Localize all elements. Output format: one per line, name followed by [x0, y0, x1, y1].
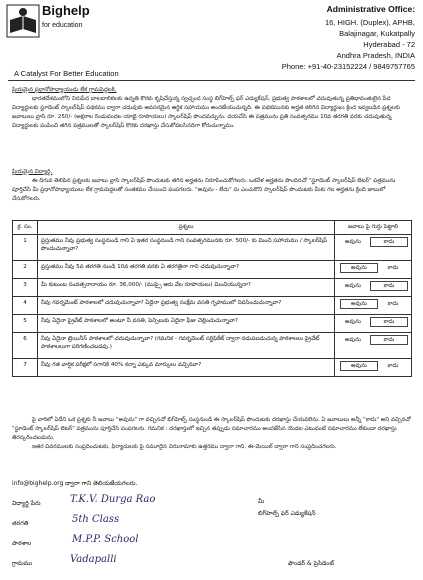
no-option[interactable]: కాదు: [370, 281, 408, 291]
answer-cell: [335, 359, 412, 377]
table-row: [13, 261, 412, 279]
answer-cell: [335, 235, 412, 261]
school-value[interactable]: M.P.P. School: [72, 534, 139, 545]
office-title: Administrative Office:: [326, 4, 415, 14]
col-header-answer: జవాబు పై గుర్తు పెట్టాలి: [335, 221, 412, 235]
tagline: A Catalyst For Better Education: [14, 69, 119, 78]
yes-option[interactable]: అవును: [345, 319, 361, 325]
row-number: 4: [13, 297, 38, 315]
brand-name: Bighelp: [42, 3, 90, 18]
table-row: [13, 315, 412, 333]
salutation-headmaster: ప్రియమైన ప్రధానోపాధ్యాయుడు లేక గ్రామపెద్దలకి,: [12, 87, 117, 93]
row-number: 2: [13, 261, 38, 279]
yes-option[interactable]: అవును: [345, 239, 361, 245]
letter-section-2: [12, 168, 412, 204]
instructions-paragraph: ఈ దిగువ తెలిపిన ప్రశ్నలకు జవాబు వ్రాసి స్కాలర్‌షిప్ పొందుటకు తగిన అర్హతను నిరూపించుకోగలరు. ఒకవేళ అర్హతను పొందినచో "స్టూడెంట్ స్కాలర్‌షిప్ లెటర్" పత్రమును పూర్తిచేసి మీ ప్రధానోపాధ్యాయులు లేక గ్రామపెద్దలతో సంతకము చేయించి పంపగలరు. "అవును - లేదు" ను ఎంచుకొని స్కాలర్‌షిప్ పొందుటకు మీకు గల అర్హతను క్రింది జాబులో చేసుకోగలరు.: [12, 178, 396, 202]
class-label: తరగతి: [12, 520, 29, 527]
school-label: పాఠశాల: [12, 540, 32, 547]
organization-signature: బిగ్‌హెల్ప్ ఫర్ ఎడ్యుకేషన్: [258, 510, 316, 517]
yes-option[interactable]: అవును: [345, 337, 361, 343]
question-text: ప్రస్తుతము నీవు ప్రభుత్వ సంస్థనుండి గాని ఏ ఇతర సంస్థనుండి గాని సంవత్సరమునకు రూ. 500/- కు మించి సహాయము / స్కాలర్‌షిప్ పొందుచున్నావా?: [38, 235, 335, 261]
apply-instructions: పై వారిలో ఏదేని ఒక ప్రశ్నకు నీ జవాబు "అవును" గా వచ్చినచో బిగ్‌హెల్ప్ సంస్థనుండి ఈ స్కాలర్‌షిప్ పొందుటకు దరఖాస్తు చేయవలెను. ఏ జవాబులు అన్నీ "కాదు" అని వచ్చినచో "స్టూడెంట్ స్కాలర్‌షిప్ లెటర్" పత్రమును పూర్తిచేసి పంపగలరు. గమనిక : దరఖాస్తులో ఇచ్చిన తప్పుడు సమాచారము అందజేసిన యెడల ఎటువంటి సమాచారము లేకుండా దరఖాస్తు తిరస్కరించబడును.: [12, 417, 411, 441]
office-line: Hyderabad - 72: [363, 40, 415, 49]
no-option[interactable]: కాదు: [370, 317, 408, 327]
office-phone: Phone: +91-40-23152224 / 9849757765: [281, 62, 415, 71]
answer-cell: [335, 297, 412, 315]
row-number: 7: [13, 359, 38, 377]
class-value[interactable]: 5th Class: [72, 514, 120, 525]
brand-subtitle: for education: [42, 22, 83, 29]
office-line: 16, HIGH. (Duplex), APHB,: [324, 18, 415, 27]
table-row: [13, 279, 412, 297]
question-text: నీవు గవర్నమెంట్ పాఠశాలలో చదువుచున్నావా? ఏదైనా ప్రభుత్వ సంక్షేమ వసతి గృహములో నివసించుచున్నావా?: [38, 297, 335, 315]
question-text: నీవు ఏదైనా ట్రెయినీస్ పాఠశాలలో చదువుచున్నావా? (గమనిక - గవర్నమెంట్ సర్టిఫికేట్ ద్వారా నడుపబడుచున్న పాఠశాలలు ప్రైవేట్ పాఠశాలలుగా పరిగణించబడవు.): [38, 333, 335, 359]
village-label: గ్రామము: [12, 560, 33, 567]
table-row: [13, 333, 412, 359]
student-name-value[interactable]: T.K.V. Durga Rao: [70, 494, 156, 505]
header-divider: [8, 80, 415, 81]
bighelp-logo-icon: [6, 4, 40, 38]
no-option[interactable]: కాదు: [387, 265, 399, 271]
no-option[interactable]: కాదు: [370, 335, 408, 345]
question-text: మీ కుటుంబ సంవత్సరాదాయం రూ. 36,000/- (ముప్పై ఆరు వేల రూపాయలు) మించియున్నదా?: [38, 279, 335, 297]
table-row: [13, 359, 412, 377]
office-line: Balajinagar, Kukatpally: [339, 29, 415, 38]
yes-option[interactable]: అవును: [340, 299, 378, 309]
question-text: ప్రస్తుతము నీవు 5వ తరగతి నుండి 10వ తరగతి వరకు ఏ తరగతైనా గాని చదువుచున్నావా?: [38, 261, 335, 279]
col-header-questions: ప్రశ్నలు: [38, 221, 335, 235]
eligibility-questions-table: [12, 220, 412, 377]
question-text: నీవు గత వార్షిక పరీక్షలో సగానికి 40% కన్నా ఎక్కువ మార్కులు వచ్చినవా?: [38, 359, 335, 377]
contact-paragraph: ఇతర వివరములకు సంప్రదించుటకు, ఫిర్యాదులకు పై నమూదైన చిరునామాకు ఉత్తరము ద్వారా గాని, ఈ-మెయిల్ ద్వారా గాని సంప్రదించగలరు.: [32, 444, 337, 450]
row-number: 6: [13, 333, 38, 359]
yes-option[interactable]: అవును: [340, 263, 378, 273]
answer-cell: [335, 333, 412, 359]
no-option[interactable]: కాదు: [387, 363, 399, 369]
row-number: 1: [13, 235, 38, 261]
letter-section-1: [12, 86, 412, 131]
office-line: Andhra Pradesh, INDIA: [336, 51, 415, 60]
table-row: [13, 235, 412, 261]
answer-cell: [335, 261, 412, 279]
table-row: [13, 297, 412, 315]
question-text: నీవు ఏదైనా ప్రైవేట్ పాఠశాలలో అంటూ నీ వసతి, పెన్సిలుకు ఏదైనా ఫీజు చెల్లించుచున్నావా?: [38, 315, 335, 333]
no-option[interactable]: కాదు: [387, 301, 399, 307]
signature-salutation: మీ: [258, 498, 265, 505]
row-number: 3: [13, 279, 38, 297]
office-address: [245, 4, 415, 72]
row-number: 5: [13, 315, 38, 333]
answer-cell: [335, 315, 412, 333]
yes-option[interactable]: అవును: [345, 283, 361, 289]
village-value[interactable]: Vadapalli: [70, 554, 117, 565]
student-name-label: విద్యార్థి పేరు: [12, 500, 41, 507]
founder-title: ఫౌండర్ & ప్రెసిడెంట్: [288, 560, 335, 567]
col-header-number: క్ర. సం.: [13, 221, 38, 235]
table-header-row: [13, 221, 412, 235]
salutation-student: ప్రియమైన విద్యార్థి,: [12, 169, 53, 175]
no-option[interactable]: కాదు: [370, 237, 408, 247]
yes-option[interactable]: అవును: [340, 361, 378, 371]
intro-paragraph: భారతదేశములోని నిరుపేద బాలబాలికలకు ఉన్నతి కొరకు కృషిచేస్తున్న స్వచ్ఛంద సంస్థ బిగ్‌హెల్ప్ ఫర్ ఎడ్యుకేషన్, ప్రభుత్వ పాఠశాలలో చదువుతున్న ప్రతిభావంతులైన పేద విద్యార్థులకు స్టూడెంట్ స్కాలర్‌షిప్ పథకము ద్వారా చదువుకు అవసరమైన ఆర్థిక సహాయము అందజేయుచున్నది. ఈ పథకమునకు అర్హత కలిగిన విద్యార్థులు క్రింద ఇవ్వబడిన ప్రశ్నలకు జవాబులు వ్రాసి రూ. 250/- (అక్షరాల రెండువందల యాభై రూపాయలు) స్కాలర్‌షిప్ పొందవచ్చును. దయచేసి ఈ పత్రమును ప్రతి సంవత్సరము 10వ తరగతి వరకు చదువుతున్న విద్యార్థులకు పంపించి తగిన పత్రములతో స్కాలర్‌షిప్ కొరకు దరఖాస్తు చేసుకోవలసినదిగా కోరుచున్నాము.: [12, 96, 400, 129]
closing-section: [12, 416, 412, 452]
answer-cell: [335, 279, 412, 297]
email-contact-line: info@bighelp.org ద్వారా గాని తెలియజేయగలరు.: [12, 480, 138, 487]
